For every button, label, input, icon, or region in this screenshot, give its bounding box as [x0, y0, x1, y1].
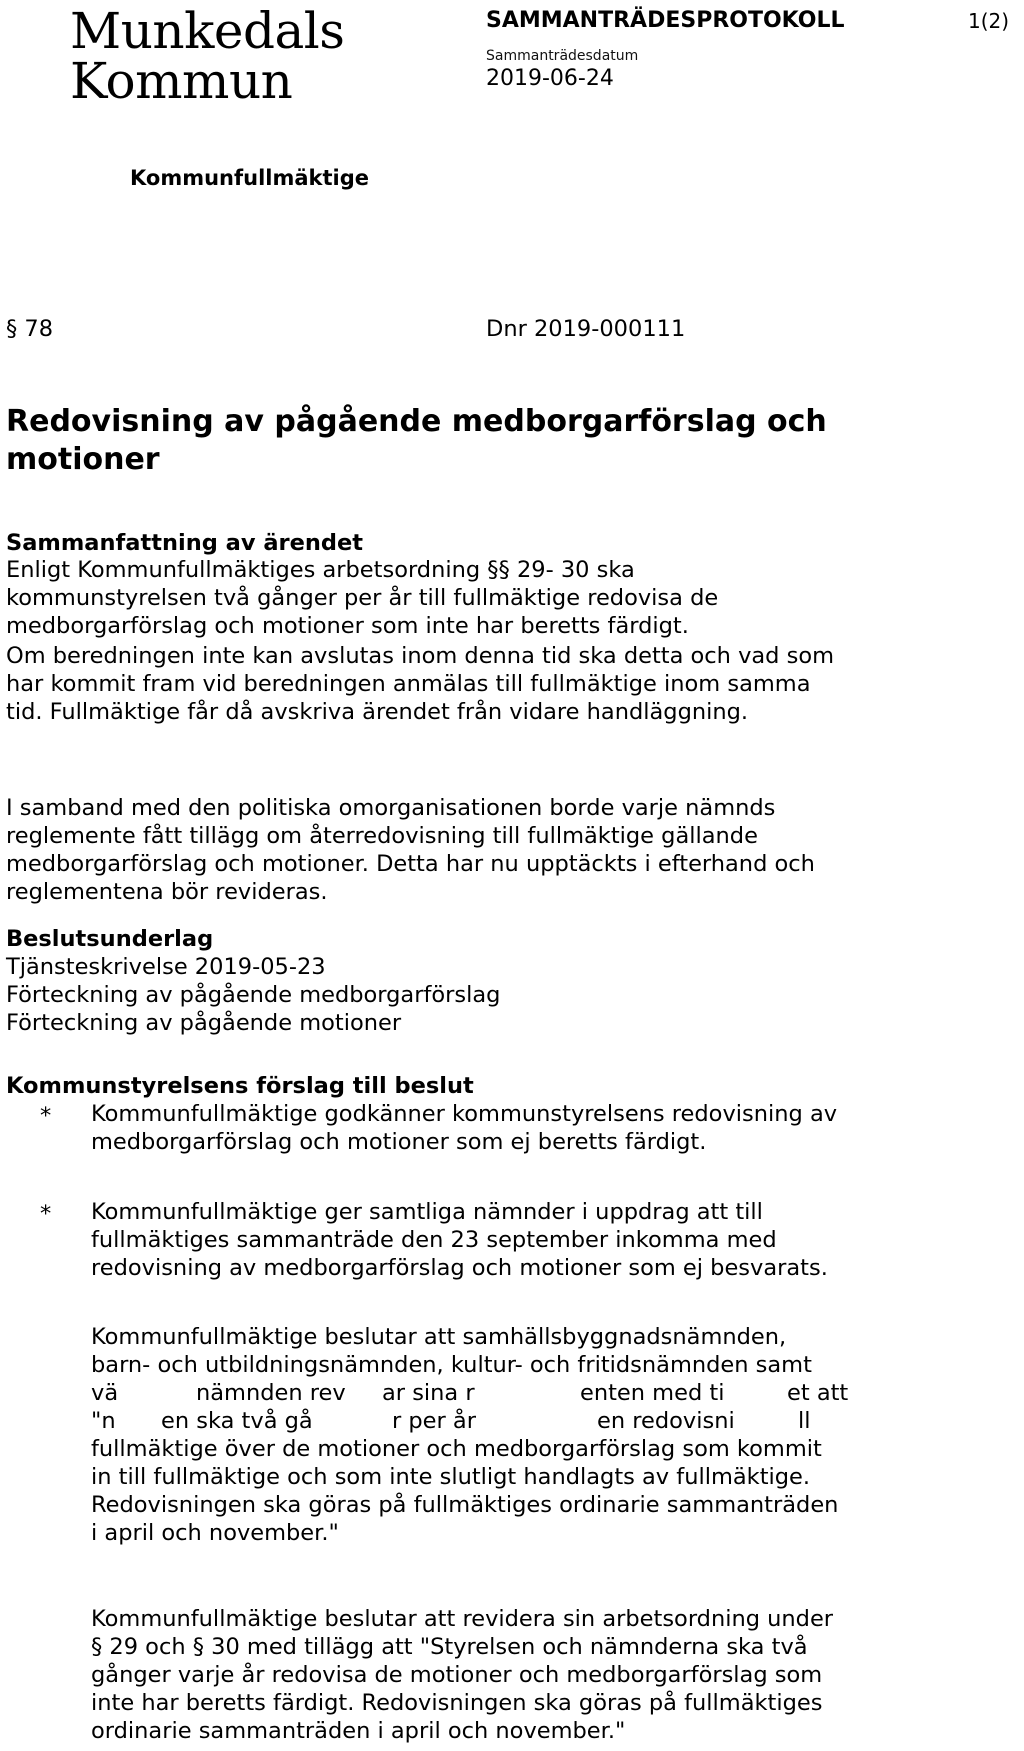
basis-heading: Beslutsunderlag	[6, 926, 214, 952]
text-line: gånger varje år redovisa de motioner och medborgarförslag som	[91, 1662, 823, 1688]
text-line: i april och november."	[91, 1520, 339, 1546]
basis-list	[6, 953, 500, 1037]
case-dnr: Dnr 2019-000111	[486, 316, 686, 342]
text-line: fullmäktiges sammanträde den 23 september inkomma med	[91, 1227, 777, 1253]
text-fragment: ll	[798, 1408, 811, 1434]
partially-redacted-line	[91, 1407, 891, 1435]
text-fragment: vä	[91, 1380, 119, 1406]
proposal-paragraph-4	[91, 1605, 833, 1745]
meeting-date: 2019-06-24	[486, 66, 614, 91]
text-line: har kommit fram vid beredningen anmälas till fullmäktige inom samma	[6, 671, 811, 697]
basis-item: Förteckning av pågående motioner	[6, 1010, 402, 1036]
text-fragment: en redovisni	[597, 1408, 735, 1434]
proposal-heading: Kommunstyrelsens förslag till beslut	[6, 1073, 474, 1099]
text-line: Redovisningen ska göras på fullmäktiges ordinarie sammanträden	[91, 1492, 839, 1518]
text-line: Enligt Kommunfullmäktiges arbetsordning §§ 29- 30 ska	[6, 557, 635, 583]
municipality-logo-line2: Kommun	[70, 52, 293, 110]
committee-name: Kommunfullmäktige	[130, 166, 370, 190]
summary-paragraph-2	[6, 642, 834, 726]
basis-item: Tjänsteskrivelse 2019-05-23	[6, 954, 326, 980]
text-line: reglemente fått tillägg om återredovisning till fullmäktige gällande	[6, 823, 758, 849]
basis-item: Förteckning av pågående medborgarförslag	[6, 982, 501, 1008]
text-fragment: en ska två gå	[161, 1408, 313, 1434]
summary-paragraph-3	[6, 794, 815, 906]
text-line: ordinarie sammanträden i april och november."	[91, 1718, 626, 1744]
meeting-date-label: Sammanträdesdatum	[486, 48, 639, 64]
text-fragment: enten med ti	[580, 1380, 725, 1406]
bullet-marker: *	[40, 1103, 52, 1129]
text-line: barn- och utbildningsnämnden, kultur- och fritidsnämnden samt	[91, 1352, 812, 1378]
text-line: Kommunfullmäktige godkänner kommunstyrelsens redovisning av	[91, 1101, 838, 1127]
text-line: Kommunfullmäktige ger samtliga nämnder i uppdrag att till	[91, 1199, 763, 1225]
text-line: kommunstyrelsen två gånger per år till fullmäktige redovisa de	[6, 585, 719, 611]
text-fragment: nämnden rev	[196, 1380, 346, 1406]
case-title-line2: motioner	[6, 442, 160, 477]
protocol-title: SAMMANTRÄDESPROTOKOLL	[486, 8, 845, 33]
text-line: inte har beretts färdigt. Redovisningen ska göras på fullmäktiges	[91, 1690, 823, 1716]
summary-paragraph-1	[6, 556, 718, 640]
text-line: I samband med den politiska omorganisationen borde varje nämnds	[6, 795, 776, 821]
text-line: Kommunfullmäktige beslutar att revidera sin arbetsordning under	[91, 1606, 834, 1632]
text-line: medborgarförslag och motioner som ej beretts färdigt.	[91, 1129, 707, 1155]
text-line: Kommunfullmäktige beslutar att samhällsbyggnadsnämnden,	[91, 1324, 787, 1350]
section-number: § 78	[6, 316, 54, 342]
text-line: Om beredningen inte kan avslutas inom denna tid ska detta och vad som	[6, 643, 835, 669]
proposal-paragraph-3-bottom	[91, 1435, 838, 1547]
text-fragment: r per år	[392, 1408, 476, 1434]
text-line: tid. Fullmäktige får då avskriva ärendet från vidare handläggning.	[6, 699, 749, 725]
proposal-bullet-1	[91, 1100, 837, 1156]
summary-heading: Sammanfattning av ärendet	[6, 530, 364, 556]
proposal-paragraph-3-top	[91, 1323, 812, 1379]
text-line: fullmäktige över de motioner och medborgarförslag som kommit	[91, 1436, 822, 1462]
text-line: in till fullmäktige och som inte slutligt handlagts av fullmäktige.	[91, 1464, 811, 1490]
municipality-logo-line1: Munkedals	[70, 2, 345, 60]
text-line: medborgarförslag och motioner. Detta har nu upptäckts i efterhand och	[6, 851, 815, 877]
case-title-line1: Redovisning av pågående medborgarförslag och	[6, 404, 827, 439]
text-fragment: et att	[787, 1380, 849, 1406]
page-number: 1(2)	[968, 9, 1010, 33]
text-fragment: ar sina r	[382, 1380, 475, 1406]
bullet-marker: *	[40, 1201, 52, 1227]
proposal-bullet-2	[91, 1198, 828, 1282]
partially-redacted-line	[91, 1379, 891, 1407]
text-line: redovisning av medborgarförslag och motioner som ej besvarats.	[91, 1255, 828, 1281]
text-line: § 29 och § 30 med tillägg att "Styrelsen och nämnderna ska två	[91, 1634, 808, 1660]
text-line: reglementena bör revideras.	[6, 879, 328, 905]
text-fragment: "n	[91, 1408, 116, 1434]
text-line: medborgarförslag och motioner som inte har beretts färdigt.	[6, 613, 689, 639]
